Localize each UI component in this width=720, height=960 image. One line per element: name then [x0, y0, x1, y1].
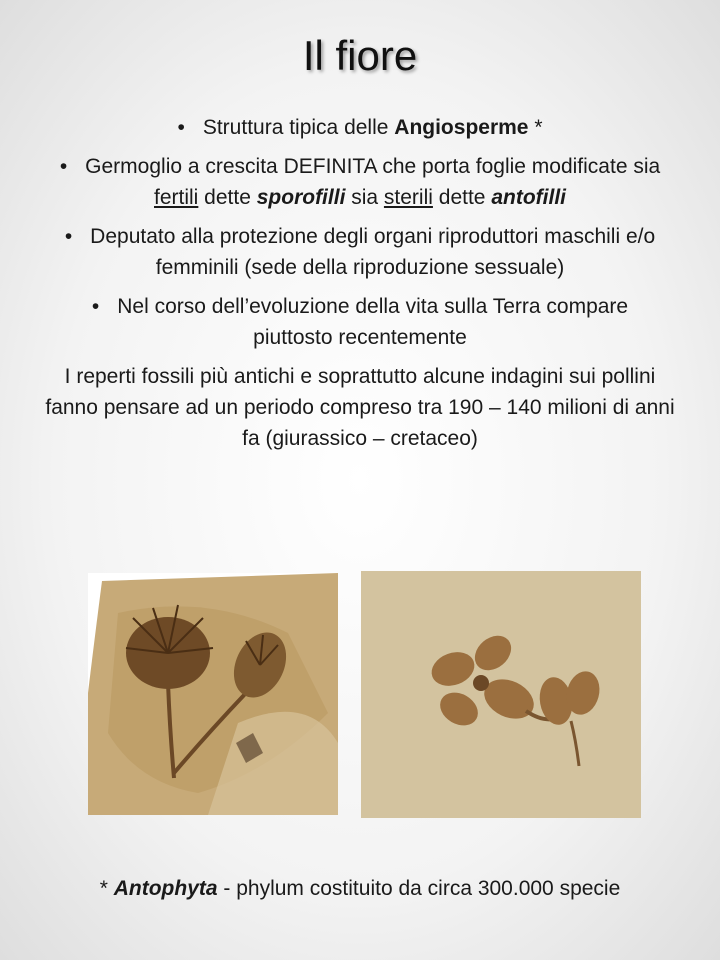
fossil-flower-1-illustration — [88, 573, 338, 815]
fossil-flower-photo-1 — [88, 573, 338, 815]
footer-taxon: Antophyta — [113, 877, 218, 900]
bullet-1-end: * — [528, 116, 543, 139]
bullet-1-bold: Angiosperme — [394, 116, 529, 139]
bullet-2-antofilli: antofilli — [491, 186, 566, 209]
footer-note — [0, 874, 720, 904]
bullet-dot: • — [91, 295, 100, 318]
fossil-flower-2-illustration — [361, 571, 641, 818]
slide-body — [40, 112, 680, 454]
fossil-flower-photo-2 — [361, 571, 641, 818]
footer-text: - phylum costituito da circa 300.000 specie — [217, 877, 621, 900]
bullet-4-text: Nel corso dell’evoluzione della vita sulla Terra compare piuttosto recentemente — [117, 295, 629, 349]
bullet-dot: • — [59, 155, 68, 178]
bullet-2-d: dette — [432, 186, 492, 209]
bullet-1-text: Struttura tipica delle — [202, 116, 395, 139]
fossil-paragraph: I reperti fossili più antichi e soprattutto alcune indagini sui pollini fanno pensare ad un periodo compreso tra 190 – 140 milioni di anni fa (giurassico – cretaceo) — [45, 365, 675, 450]
bullet-3 — [40, 221, 680, 283]
bullet-4 — [40, 291, 680, 353]
bullet-2-sporofilli: sporofilli — [256, 186, 346, 209]
bullet-2-sterili: sterili — [383, 186, 433, 209]
slide-title: Il fiore — [302, 32, 418, 79]
bullet-2-b: dette — [198, 186, 257, 209]
bullet-dot: • — [64, 225, 73, 248]
footer-star: * — [99, 877, 114, 900]
bullet-2-c: sia — [345, 186, 384, 209]
bullet-2-fertili: fertili — [154, 186, 199, 209]
bullet-3-text: Deputato alla protezione degli organi riproduttori maschili e/o femminili (sede della riproduzione sessuale) — [90, 225, 656, 279]
bullet-1 — [40, 112, 680, 143]
bullet-dot: • — [177, 116, 185, 139]
bullet-2-a: Germoglio a crescita DEFINITA che porta foglie modificate sia — [85, 155, 661, 178]
bullet-2 — [40, 151, 680, 213]
